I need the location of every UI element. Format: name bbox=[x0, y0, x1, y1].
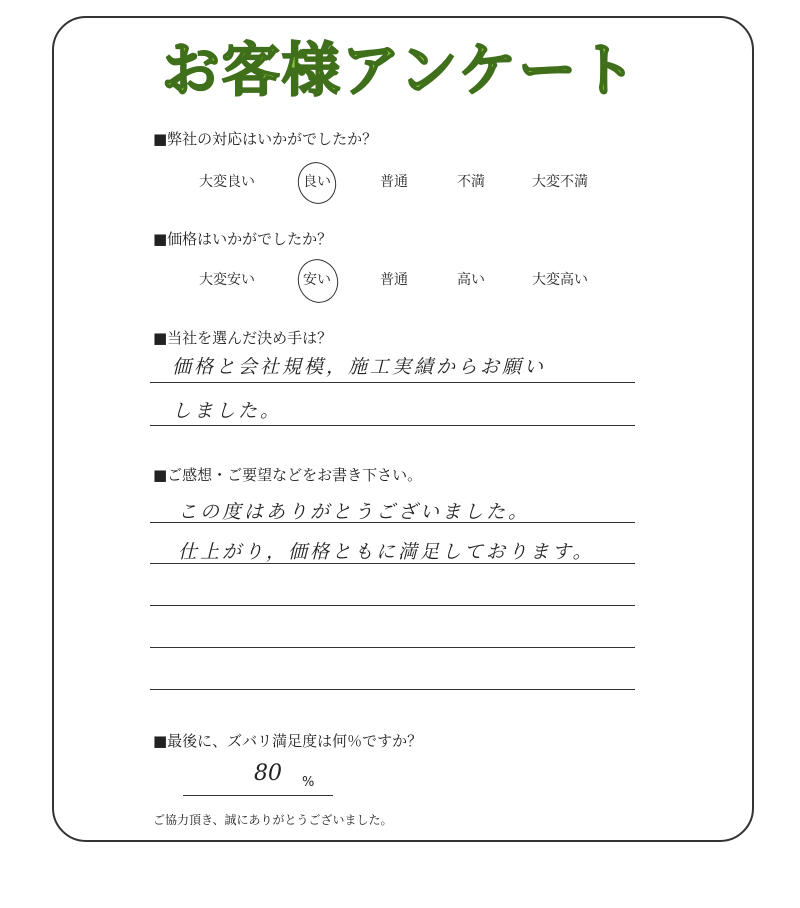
answer-rule-line bbox=[150, 425, 635, 426]
thank-you-note: ご協力頂き、誠にありがとうございました。 bbox=[153, 813, 393, 827]
option-price-normal[interactable]: 普通 bbox=[380, 272, 408, 288]
option-price-very-expensive[interactable]: 大変高い bbox=[532, 272, 588, 288]
answer-rule-line bbox=[150, 647, 635, 648]
question-service: ■弊社の対応はいかがでしたか？ bbox=[153, 130, 378, 148]
option-price-expensive[interactable]: 高い bbox=[457, 272, 485, 288]
answer-rule-line bbox=[150, 563, 635, 564]
option-service-normal[interactable]: 普通 bbox=[380, 174, 408, 190]
handwritten-answer-line: この度はありがとうございました。 bbox=[178, 501, 531, 523]
question-comments: ■ご感想・ご要望などをお書き下さい。 bbox=[153, 466, 423, 484]
option-service-very-good[interactable]: 大変良い bbox=[199, 174, 255, 190]
percent-unit: % bbox=[302, 775, 315, 790]
answer-rule-line bbox=[150, 382, 635, 383]
answer-rule-line bbox=[150, 605, 635, 606]
option-service-very-unsatisfied[interactable]: 大変不満 bbox=[532, 174, 588, 190]
handwritten-answer-line: 仕上がり，価格ともに満足しております。 bbox=[178, 541, 595, 563]
question-price: ■価格はいかがでしたか？ bbox=[153, 230, 333, 248]
satisfaction-value: 80 bbox=[254, 761, 282, 786]
survey-title: お客様アンケート bbox=[161, 36, 639, 104]
answer-rule-line bbox=[150, 522, 635, 523]
handwritten-answer-line: 価格と会社規模，施工実績からお願い bbox=[172, 356, 547, 378]
option-service-good[interactable]: 良い bbox=[303, 174, 331, 190]
satisfaction-underline bbox=[183, 795, 333, 796]
option-price-very-cheap[interactable]: 大変安い bbox=[199, 272, 255, 288]
question-satisfaction: ■最後に、ズバリ満足度は何％ですか？ bbox=[153, 732, 423, 750]
handwritten-answer-line: しました。 bbox=[172, 400, 283, 422]
answer-rule-line bbox=[150, 689, 635, 690]
option-service-unsatisfied[interactable]: 不満 bbox=[457, 174, 485, 190]
question-deciding-factor: ■当社を選んだ決め手は？ bbox=[153, 329, 333, 347]
option-price-cheap[interactable]: 安い bbox=[303, 272, 331, 288]
